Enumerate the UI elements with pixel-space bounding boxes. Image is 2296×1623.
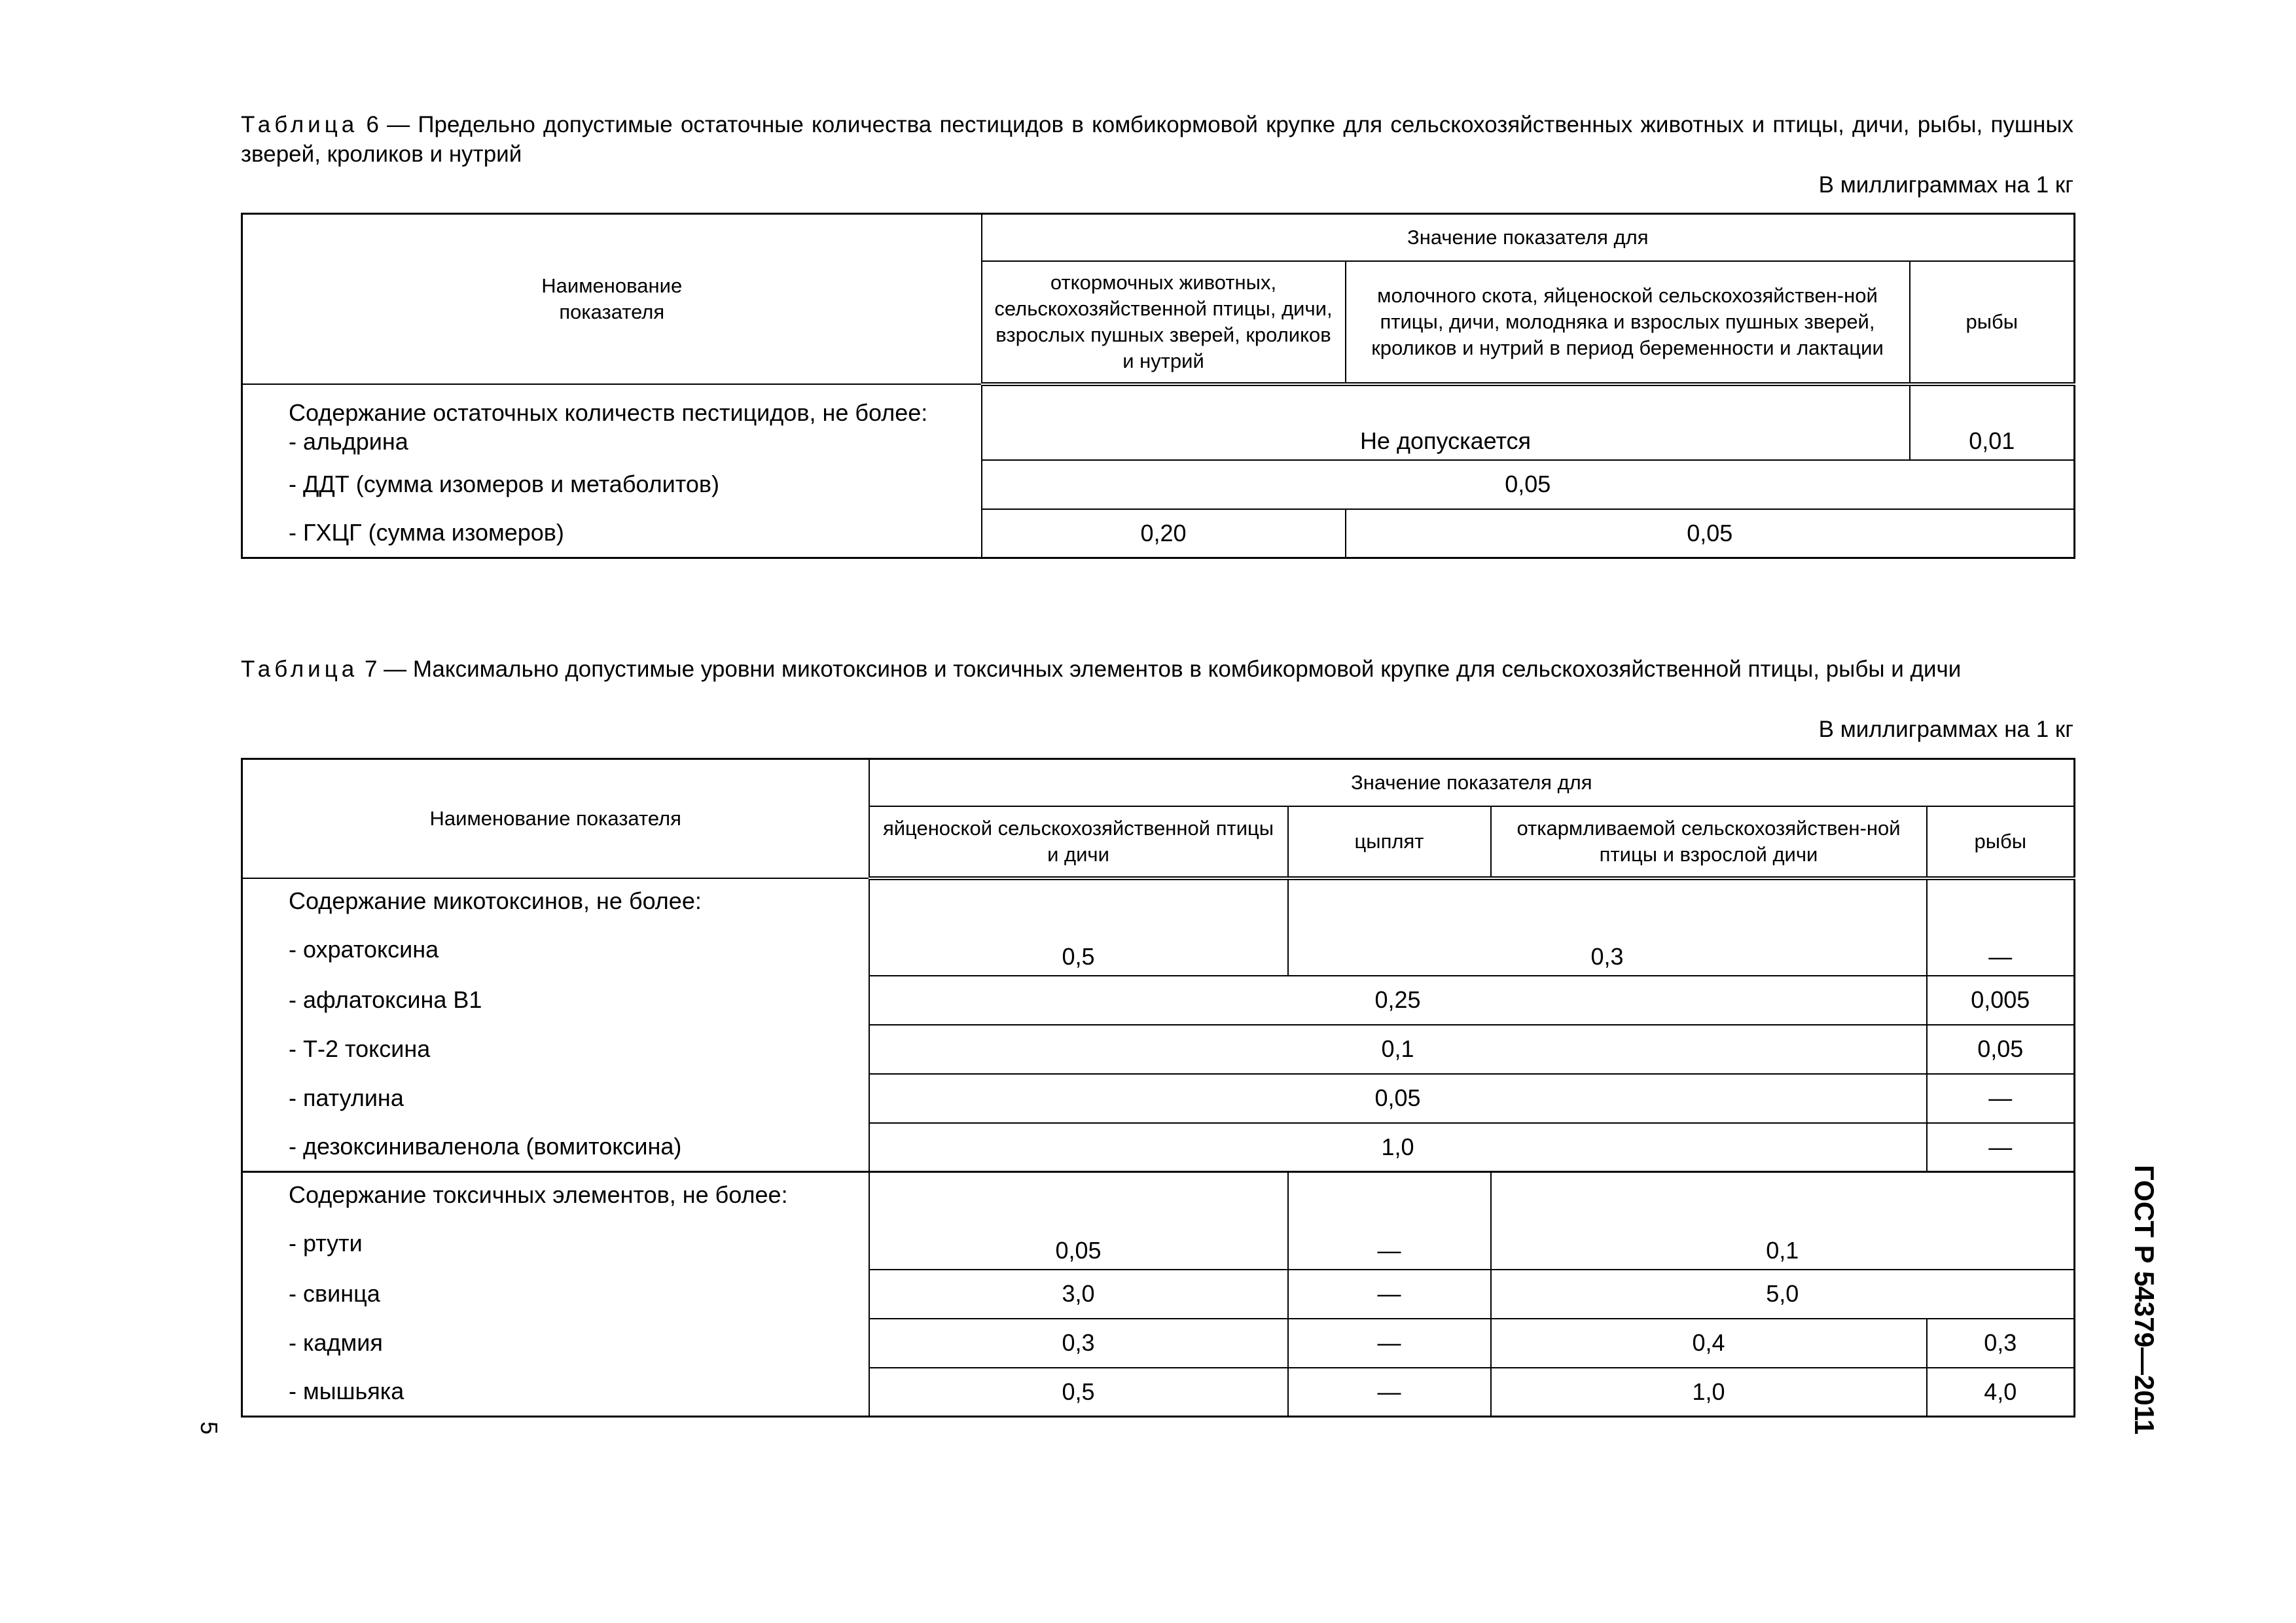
table7-patulin-v4: — (1927, 1074, 2075, 1123)
table6-header-name: Наименование показателя (242, 214, 982, 384)
table7-aflatoxin-v123: 0,25 (869, 976, 1927, 1025)
table7-header-col4: рыбы (1927, 806, 2075, 878)
table7-aflatoxin-v4: 0,005 (1927, 976, 2075, 1025)
table6-hch-v23: 0,05 (1346, 509, 2075, 558)
table6-header-col1: откормочных животных, сельскохозяйственной птицы, дичи, взрослых пушных зверей, кроликов и нутрий (982, 261, 1346, 384)
table7-don-v123: 1,0 (869, 1123, 1927, 1172)
table7-don-v4: — (1927, 1123, 2075, 1172)
table7-arsenic-label: - мышьяка (242, 1368, 869, 1417)
table7-header-col1: яйценоской сельскохозяйственной птицы и дичи (869, 806, 1288, 878)
table7-cadmium-v1: 0,3 (869, 1319, 1288, 1368)
table7-lead-v1: 3,0 (869, 1270, 1288, 1319)
table7-arsenic-v4: 4,0 (1927, 1368, 2075, 1417)
table6-header-col2: молочного скота, яйценоской сельскохозяйствен-ной птицы, дичи, молодняка и взрослых пушных зверей, кроликов и нутрий в период беременности и лактации (1346, 261, 1910, 384)
table7-t2-v123: 0,1 (869, 1025, 1927, 1074)
table6-aldrin-label: - альдрина (289, 427, 408, 455)
table7-ochratoxin-v23: 0,3 (1288, 878, 1927, 976)
table6 (241, 213, 2075, 559)
table7-t2-v4: 0,05 (1927, 1025, 2075, 1074)
table6-hch-label: - ГХЦГ (сумма изомеров) (242, 509, 982, 558)
table7-arsenic-v3: 1,0 (1491, 1368, 1927, 1417)
table7-ochratoxin-name (242, 878, 869, 976)
table7-header-col3: откармливаемой сельскохозяйствен-ной птицы и взрослой дичи (1491, 806, 1927, 878)
table7-mercury-name (242, 1172, 869, 1270)
page-number: 5 (196, 1421, 223, 1435)
table6-header-col3: рыбы (1910, 261, 2075, 384)
table7-cadmium-v3: 0,4 (1491, 1319, 1927, 1368)
table6-ddt-value: 0,05 (982, 460, 2075, 509)
table7-cadmium-label: - кадмия (242, 1319, 869, 1368)
table7-mercury-label: - ртути (289, 1230, 363, 1257)
table7-header-col2: цыплят (1288, 806, 1491, 878)
table7-ochratoxin-label: - охратоксина (289, 935, 439, 963)
table6-hch-v1: 0,20 (982, 509, 1346, 558)
table7-t2-label: - Т-2 токсина (242, 1025, 869, 1074)
table7-caption-text: 7 — Максимально допустимые уровни микотоксинов и токсичных элементов в комбикормовой крупке для сельскохозяйственной птицы, рыбы и дичи (364, 656, 1962, 682)
table6-units: В миллиграммах на 1 кг (1818, 172, 2073, 198)
table7-ochratoxin-v1: 0,5 (869, 878, 1288, 976)
table6-caption-text: 6 — Предельно допустимые остаточные количества пестицидов в комбикормовой крупке для сельскохозяйственных животных и птицы, дичи, рыбы, пушных зверей, кроликов и нутрий (241, 112, 2073, 167)
table7 (241, 758, 2075, 1418)
table6-aldrin-v12: Не допускается (982, 384, 1910, 460)
table7-aflatoxin-label: - афлатоксина В1 (242, 976, 869, 1025)
table7-lead-label: - свинца (242, 1270, 869, 1319)
table7-myco-title: Содержание микотоксинов, не более: (289, 887, 702, 914)
table7-patulin-v123: 0,05 (869, 1074, 1927, 1123)
table6-ddt-label: - ДДТ (сумма изомеров и метаболитов) (242, 460, 982, 509)
table7-patulin-label: - патулина (242, 1074, 869, 1123)
table7-arsenic-v2: — (1288, 1368, 1491, 1417)
table7-caption-label: Таблица (241, 656, 359, 682)
table7-lead-v2: — (1288, 1270, 1491, 1319)
table7-header-name: Наименование показателя (242, 759, 869, 878)
table7-cadmium-v4: 0,3 (1927, 1319, 2075, 1368)
table6-header-group: Значение показателя для (982, 214, 2075, 261)
table7-cadmium-v2: — (1288, 1319, 1491, 1368)
standard-side-label: ГОСТ Р 54379—2011 (2129, 1165, 2160, 1435)
table7-header-group: Значение показателя для (869, 759, 2075, 806)
table7-units: В миллиграммах на 1 кг (1818, 717, 2073, 742)
table6-caption (241, 110, 2073, 169)
table7-don-label: - дезоксиниваленола (вомитоксина) (242, 1123, 869, 1172)
table7-toxic-title: Содержание токсичных элементов, не более: (289, 1181, 788, 1208)
table7-caption (241, 654, 2073, 684)
table6-group-title: Содержание остаточных количеств пестицидов, не более: (289, 399, 928, 426)
table6-aldrin-v3: 0,01 (1910, 384, 2075, 460)
table7-mercury-v2: — (1288, 1172, 1491, 1270)
table7-mercury-v1: 0,05 (869, 1172, 1288, 1270)
table7-mercury-v34: 0,1 (1491, 1172, 2075, 1270)
table7-lead-v34: 5,0 (1491, 1270, 2075, 1319)
table6-caption-label: Таблица (241, 112, 359, 137)
table6-row-aldrin-name (242, 384, 982, 460)
table7-ochratoxin-v4: — (1927, 878, 2075, 976)
table7-arsenic-v1: 0,5 (869, 1368, 1288, 1417)
